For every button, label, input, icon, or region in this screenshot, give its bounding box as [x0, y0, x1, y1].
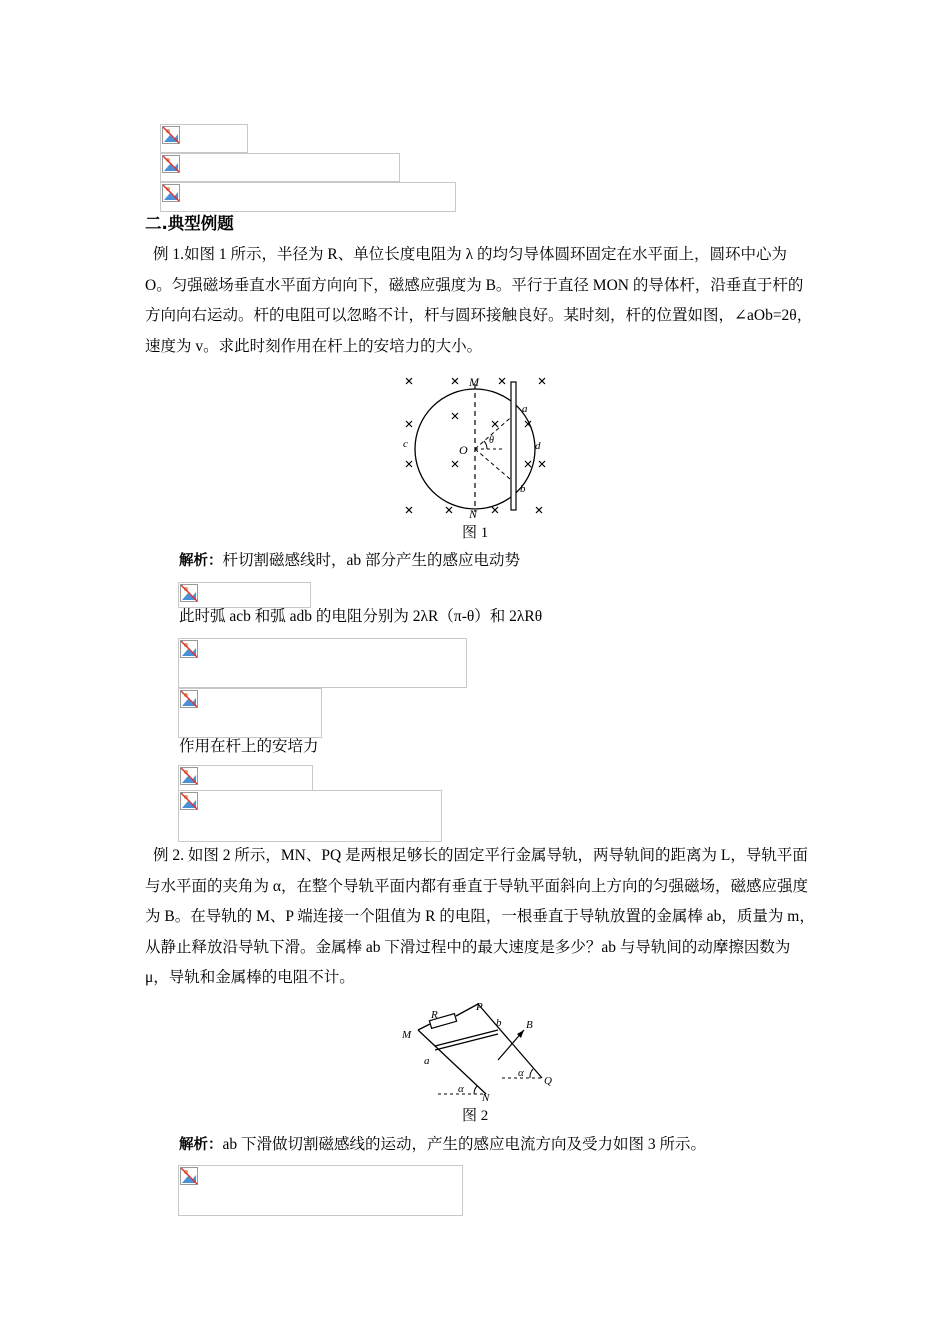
example1-solution-line3: 作用在杆上的安培力: [179, 738, 319, 755]
figure-2-diagram: [398, 998, 558, 1102]
broken-image-icon: [180, 584, 198, 602]
example2-solution-line1: 解析：ab 下滑做切割磁感线的运动，产生的感应电流方向及受力如图 3 所示。: [179, 1136, 707, 1153]
conducting-rod: [511, 382, 516, 510]
label-a: a: [424, 1055, 430, 1067]
label-alpha-2: α: [518, 1067, 524, 1079]
label-B: B: [526, 1019, 533, 1031]
figure-1-diagram: [395, 372, 560, 520]
figure-2-caption: 图 2: [462, 1108, 489, 1124]
label-b: b: [520, 483, 526, 495]
label-Q: Q: [544, 1075, 552, 1087]
label-theta: θ: [489, 435, 494, 446]
example1-text: 例 1.如图 1 所示，半径为 R、单位长度电阻为 λ 的均匀导体圆环固定在水平面上，圆环中心为 O。匀强磁场垂直水平面方向向下，磁感应强度为 B。平行于直径 MON 的导体杆，沿垂直于杆的方向向右运动。杆的电阻可以忽略不计，杆与圆环接触良好。某时刻，杆的位置如图，∠aOb=2θ，速度为 v。求此时刻作用在杆上的安培力的大小。: [145, 246, 813, 355]
label-N: N: [482, 1092, 490, 1102]
label-d: d: [535, 440, 541, 452]
label-O: O: [459, 443, 468, 457]
broken-image-icon: [162, 155, 180, 173]
example2-text: 例 2. 如图 2 所示，MN、PQ 是两根足够长的固定平行金属导轨，两导轨间的距离为 L，导轨平面与水平面的夹角为 α，在整个导轨平面内都有垂直于导轨平面斜向上方向的匀强磁场，磁感应强度为 B。在导轨的 M、P 端连接一个阻值为 R 的电阻，一根垂直于导轨放置的金属棒 ab，质量为 m，从静止释放沿导轨下滑。金属棒 ab 下滑过程中的最大速度是多少？ab 与导轨间的动摩擦因数为 μ，导轨和金属棒的电阻不计。: [145, 847, 815, 986]
broken-image-5: [178, 638, 467, 688]
solution-label: 解析：: [179, 553, 223, 569]
broken-image-icon: [180, 1167, 198, 1185]
broken-image-icon: [180, 767, 198, 785]
example1-solution-line1: 解析：杆切割磁感线时，ab 部分产生的感应电动势: [179, 552, 521, 569]
broken-image-icon: [180, 640, 198, 658]
broken-image-icon: [180, 792, 198, 810]
broken-image-3: [160, 182, 456, 212]
label-b: b: [496, 1017, 502, 1029]
broken-image-9: [178, 1165, 463, 1216]
broken-image-2: [160, 153, 400, 182]
broken-image-7: [178, 765, 313, 791]
label-M: M: [402, 1029, 412, 1041]
section-heading: 二.典型例题: [145, 214, 234, 233]
label-a: a: [522, 403, 528, 415]
broken-image-icon: [162, 184, 180, 202]
rail-PQ: [478, 1004, 542, 1078]
label-N: N: [469, 507, 478, 520]
rod-ab: [435, 1030, 498, 1046]
figure-1-caption: 图 1: [462, 525, 489, 541]
broken-image-4: [178, 582, 311, 608]
solution-label: 解析：: [179, 1137, 223, 1153]
broken-image-icon: [180, 690, 198, 708]
broken-image-1: [160, 124, 248, 153]
label-M: M: [469, 375, 479, 389]
label-alpha-1: α: [458, 1083, 464, 1095]
label-P: P: [476, 1001, 483, 1013]
label-R: R: [431, 1009, 438, 1021]
broken-image-icon: [162, 126, 180, 144]
broken-image-6: [178, 688, 322, 738]
label-c: c: [403, 438, 408, 450]
example1-solution-line2: 此时弧 acb 和弧 adb 的电阻分别为 2λR（π-θ）和 2λRθ: [179, 608, 543, 625]
broken-image-8: [178, 790, 442, 842]
